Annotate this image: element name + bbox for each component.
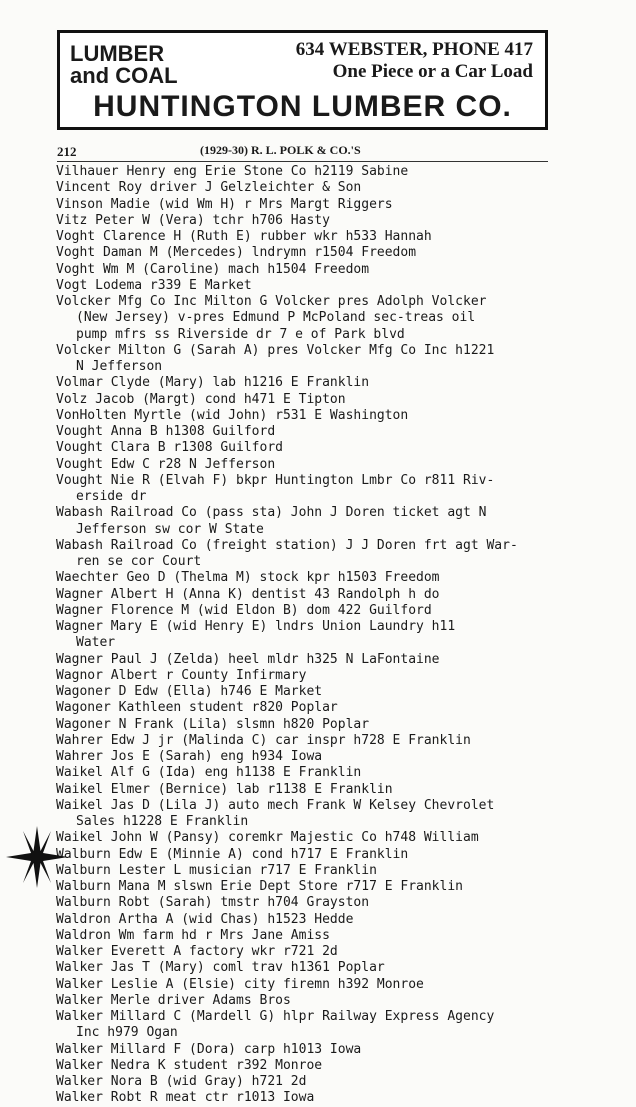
entry-line: Walburn Edw E (Minnie A) cond h717 E Franklin [56, 846, 409, 862]
directory-entry [56, 879, 636, 895]
directory-entry [56, 457, 636, 473]
directory-entry [56, 717, 636, 733]
directory-entry [56, 164, 636, 180]
entry-continuation: Sales h1228 E Franklin [76, 814, 249, 829]
directory-entry [56, 180, 636, 196]
ad-line1: LUMBER [70, 41, 165, 66]
header-rule [57, 161, 548, 162]
entry-line: Waikel Jas D (Lila J) auto mech Frank W Kelsey Chevrolet [56, 797, 495, 813]
directory-entry [56, 294, 636, 343]
entry-line: Walker Nora B (wid Gray) h721 2d [56, 1074, 307, 1089]
entry-line: Waechter Geo D (Thelma M) stock kpr h1503 Freedom [56, 570, 440, 586]
ad-slogan: One Piece or a Car Load [332, 61, 533, 82]
directory-entry [56, 700, 636, 716]
page-header [57, 138, 548, 158]
entry-line: Walker Merle driver Adams Bros [56, 992, 291, 1008]
directory-entry [56, 245, 636, 261]
entry-line: Vought Nie R (Elvah F) bkpr Huntington Lmbr Co r811 Riv- [56, 472, 495, 488]
directory-entry [56, 213, 636, 229]
entry-line: Walburn Lester L musician r717 E Franklin [56, 862, 377, 878]
entry-line: Walker Everett A factory wkr r721 2d [56, 944, 338, 959]
entry-line: Wagner Florence M (wid Eldon B) dom 422 Guilford [56, 602, 432, 618]
entry-line: Voght Clarence H (Ruth E) rubber wkr h533 Hannah [56, 229, 432, 244]
directory-entry [56, 278, 636, 294]
entry-line: Volmar Clyde (Mary) lab h1216 E Franklin [56, 375, 370, 391]
entry-line: Vogt Lodema r339 E Market [56, 277, 252, 293]
entry-continuation: N Jefferson [76, 359, 163, 374]
directory-entry [56, 1058, 636, 1074]
entry-line: Vincent Roy driver J Gelzleichter & Son [56, 180, 362, 196]
entry-line: Wagnor Albert r County Infirmary [56, 667, 307, 683]
page-number: 212 [57, 144, 77, 159]
entry-line: Wagoner D Edw (Ella) h746 E Market [56, 684, 323, 699]
directory-entry [56, 765, 636, 781]
directory-entry [56, 928, 636, 944]
entry-line: Walker Robt R meat ctr r1013 Iowa [56, 1090, 315, 1106]
entry-line: Walburn Mana M slswn Erie Dept Store r717 E Franklin [56, 879, 463, 894]
entry-line: Wahrer Jos E (Sarah) eng h934 Iowa [56, 749, 323, 764]
entry-line: Walburn Robt (Sarah) tmstr h704 Grayston [56, 895, 370, 911]
directory-entry [56, 570, 636, 586]
ad-lumber-coal [70, 43, 178, 87]
entry-line: Wabash Railroad Co (pass sta) John J Doren ticket agt N [56, 505, 487, 521]
directory-entry [56, 863, 636, 879]
directory-entry [56, 977, 636, 993]
directory-entry [56, 960, 636, 976]
entry-line: Waikel John W (Pansy) coremkr Majestic Co h748 William [56, 830, 479, 846]
entry-line: Vinson Madie (wid Wm H) r Mrs Margt Riggers [56, 196, 393, 212]
entry-line: Vought Edw C r28 N Jefferson [56, 456, 276, 472]
entry-continuation: Water [76, 635, 116, 651]
directory-entry [56, 782, 636, 798]
entry-line: Volcker Mfg Co Inc Milton G Volcker pres Adolph Volcker [56, 294, 487, 309]
directory-entry [56, 1090, 636, 1106]
directory-entry [56, 1009, 636, 1042]
entry-line: Waldron Wm farm hd r Mrs Jane Amiss [56, 927, 330, 943]
advertisement-box [57, 30, 548, 130]
directory-entry [56, 1074, 636, 1090]
directory-entry [56, 197, 636, 213]
directory-entry [56, 1042, 636, 1058]
ad-address: 634 WEBSTER, PHONE 417 [295, 39, 533, 60]
entry-line: Walker Millard C (Mardell G) hlpr Railway Express Agency [56, 1009, 495, 1024]
directory-entry [56, 895, 636, 911]
directory-entry [56, 440, 636, 456]
entry-line: Voght Daman M (Mercedes) lndrymn r1504 Freedom [56, 245, 417, 261]
directory-entry [56, 798, 636, 831]
directory-entry [56, 538, 636, 571]
entry-line: Wahrer Edw J jr (Malinda C) car inspr h728 E Franklin [56, 732, 471, 748]
entry-continuation: Jefferson sw cor W State [76, 521, 264, 537]
directory-entry [56, 847, 636, 863]
ad-company-name: HUNTINGTON LUMBER CO. [93, 90, 512, 123]
directory-entry [56, 749, 636, 765]
entry-line: Waikel Alf G (Ida) eng h1138 E Franklin [56, 765, 362, 781]
directory-entry [56, 505, 636, 538]
directory-entry [56, 652, 636, 668]
directory-entry [56, 993, 636, 1009]
ad-contact [296, 39, 533, 83]
directory-entry [56, 473, 636, 506]
directory-entry [56, 262, 636, 278]
directory-entry [56, 343, 636, 376]
directory-entry [56, 830, 636, 846]
entry-line: Wagner Albert H (Anna K) dentist 43 Randolph h do [56, 586, 440, 602]
entry-line: Vought Clara B r1308 Guilford [56, 440, 283, 456]
directory-entry [56, 587, 636, 603]
entry-line: Vitz Peter W (Vera) tchr h706 Hasty [56, 212, 330, 228]
directory-entry [56, 684, 636, 700]
entry-line: Volcker Milton G (Sarah A) pres Volcker Mfg Co Inc h1221 [56, 342, 495, 358]
entry-line: Wagner Paul J (Zelda) heel mldr h325 N LaFontaine [56, 651, 440, 667]
directory-entry [56, 375, 636, 391]
entry-line: Walker Millard F (Dora) carp h1013 Iowa [56, 1041, 362, 1057]
entry-line: Walker Jas T (Mary) coml trav h1361 Poplar [56, 960, 385, 976]
entry-line: Waldron Artha A (wid Chas) h1523 Hedde [56, 911, 354, 927]
directory-entry [56, 668, 636, 684]
directory-entry [56, 392, 636, 408]
entry-line: Walker Nedra K student r392 Monroe [56, 1057, 323, 1073]
directory-entry [56, 619, 636, 652]
directory-entry [56, 603, 636, 619]
starburst-icon [6, 826, 68, 888]
entry-line: Wagoner N Frank (Lila) slsmn h820 Poplar [56, 716, 370, 732]
entry-line: Waikel Elmer (Bernice) lab r1138 E Franklin [56, 781, 393, 797]
directory-entry [56, 912, 636, 928]
entry-line: Wagner Mary E (wid Henry E) lndrs Union Laundry h11 [56, 619, 456, 634]
entry-line: Walker Leslie A (Elsie) city firemn h392 Monroe [56, 976, 424, 992]
entry-line: Wabash Railroad Co (freight station) J J Doren frt agt War- [56, 537, 518, 553]
directory-entry [56, 424, 636, 440]
entry-continuation: ren se cor Court [76, 554, 202, 569]
entry-line: Voght Wm M (Caroline) mach h1504 Freedom [56, 261, 370, 277]
entry-line: Volz Jacob (Margt) cond h471 E Tipton [56, 391, 346, 407]
ad-line2: and COAL [70, 63, 178, 88]
publisher-line: (1929-30) R. L. POLK & CO.'S [200, 143, 361, 157]
entry-line: VonHolten Myrtle (wid John) r531 E Washington [56, 407, 409, 423]
entry-continuation: Inc h979 Ogan [76, 1025, 178, 1041]
directory-entry [56, 733, 636, 749]
directory-listing [56, 164, 636, 1107]
directory-entry [56, 229, 636, 245]
entry-line: Vought Anna B h1308 Guilford [56, 424, 276, 439]
entry-continuation: erside dr [76, 489, 147, 504]
directory-entry [56, 944, 636, 960]
entry-continuation: (New Jersey) v-pres Edmund P McPoland sec-treas oil pump mfrs ss Riverside dr 7 e of Park blvd [76, 310, 476, 342]
directory-entry [56, 408, 636, 424]
entry-line: Wagoner Kathleen student r820 Poplar [56, 700, 338, 716]
entry-line: Vilhauer Henry eng Erie Stone Co h2119 Sabine [56, 164, 409, 179]
